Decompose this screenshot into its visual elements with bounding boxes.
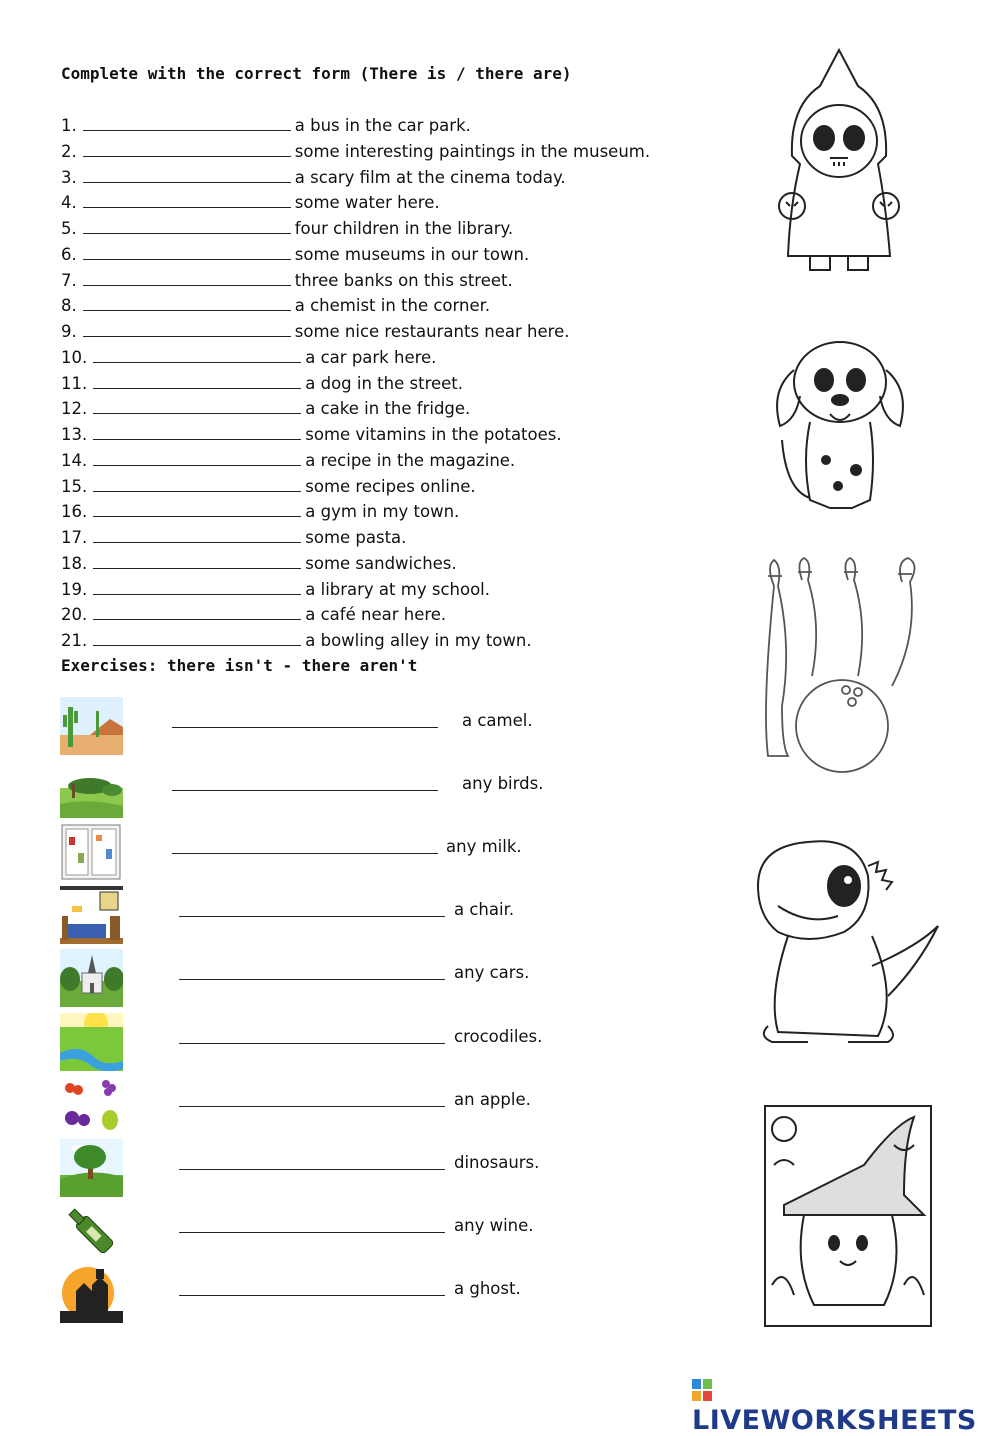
exercise-1-item [61,553,457,575]
landscape-birds-icon [60,760,123,818]
exercise-1-item [61,604,446,626]
exercise-1-item [61,218,513,240]
church-village-icon [60,949,123,1007]
exercise-2-item [60,1076,620,1136]
item-number: 21. [61,631,88,650]
fridge-icon [60,823,123,881]
item-text: a bus in the car park. [294,116,471,135]
answer-blank[interactable] [93,605,301,620]
item-number: 12. [61,399,88,419]
item-text: some sandwiches. [305,553,457,573]
item-text: some museums in our town. [294,244,530,264]
item-text: an apple. [454,1089,531,1109]
answer-blank[interactable] [93,554,301,569]
exercise-2-item [60,823,620,883]
answer-blank[interactable] [83,296,291,311]
item-text: a café near here. [305,605,447,625]
item-number: 14. [61,450,88,470]
item-text: any wine. [454,1215,534,1235]
bowling-pins-icon [752,556,932,774]
answer-blank[interactable] [93,502,301,517]
answer-blank[interactable] [83,142,291,157]
item-number: 2. [61,141,77,161]
item-text: some interesting paintings in the museum. [294,141,651,161]
item-number: 5. [61,219,77,238]
exercise-2-item [60,886,620,946]
answer-blank[interactable] [179,916,445,917]
liveworksheets-logo-icon [692,1379,712,1401]
exercise-1-item [61,450,515,472]
bedroom-icon [60,886,123,944]
puppy-icon [766,330,914,518]
exercise-1-item [61,424,562,446]
item-text: any birds. [462,774,544,794]
item-number: 9. [61,322,77,341]
item-number: 3. [61,167,77,187]
item-number: 16. [61,502,88,522]
exercise-1-item [61,347,436,369]
item-text: a camel. [462,711,533,730]
exercise-1-item [61,501,459,523]
exercise-1-item [61,115,471,137]
item-text: some pasta. [305,528,407,547]
exercise-2-item [60,1202,620,1262]
item-text: any milk. [446,837,522,857]
answer-blank[interactable] [172,727,438,728]
exercise-1-item [61,270,513,292]
exercise-1-item [61,476,476,498]
answer-blank[interactable] [93,348,301,363]
answer-blank[interactable] [93,451,301,466]
exercise-2-item [60,697,620,757]
item-text: a dog in the street. [305,373,464,393]
exercise-2-item [60,1013,620,1073]
item-text: some nice restaurants near here. [294,322,570,341]
answer-blank[interactable] [83,116,291,131]
answer-blank[interactable] [179,979,445,980]
item-text: a gym in my town. [305,502,460,522]
fruits-icon [60,1076,123,1134]
item-number: 15. [61,476,88,496]
item-number: 10. [61,347,88,367]
liveworksheets-brand [692,1374,1000,1436]
item-number: 18. [61,553,88,573]
answer-blank[interactable] [93,399,301,414]
item-text: crocodiles. [454,1026,543,1046]
desert-icon [60,697,123,755]
answer-blank[interactable] [179,1106,445,1107]
item-number: 19. [61,579,88,599]
exercise-1-item [61,579,490,601]
item-text: a ghost. [454,1278,521,1298]
exercise-1-item [61,321,569,343]
item-number: 8. [61,296,77,316]
answer-blank[interactable] [83,271,291,286]
answer-blank[interactable] [172,790,438,791]
item-text: three banks on this street. [294,270,513,290]
answer-blank[interactable] [83,193,291,208]
exercise-1-item [61,295,490,317]
item-number: 11. [61,373,88,393]
answer-blank[interactable] [83,168,291,183]
answer-blank[interactable] [179,1043,445,1044]
brand-text: LIVEWORKSHEETS [692,1405,977,1436]
item-number: 7. [61,270,77,290]
haunted-house-icon [60,1265,123,1323]
item-number: 17. [61,528,88,547]
item-text: some recipes online. [305,476,476,496]
item-text: a recipe in the magazine. [305,450,516,470]
item-text: a bowling alley in my town. [305,631,532,650]
section-subtitle: Exercises: there isn't - there aren't [61,656,418,675]
answer-blank[interactable] [93,477,301,492]
item-text: a car park here. [305,347,437,367]
exercise-2-item [60,760,620,820]
exercise-1-item [61,167,566,189]
ghost-witch-icon [764,1105,932,1327]
item-text: a chair. [454,900,515,920]
answer-blank[interactable] [83,322,291,337]
item-text: some water here. [294,193,440,213]
item-text: a scary film at the cinema today. [294,167,566,187]
river-sunset-icon [60,1013,123,1071]
exercise-1-item [61,398,470,420]
tree-field-icon [60,1139,123,1197]
dinosaur-icon [748,836,944,1050]
item-number: 13. [61,425,88,444]
answer-blank[interactable] [83,245,291,260]
exercise-2-item [60,949,620,1009]
answer-blank[interactable] [83,219,291,234]
item-number: 6. [61,244,77,264]
answer-blank[interactable] [93,528,301,543]
answer-blank[interactable] [172,853,438,854]
exercise-1-item [61,630,532,652]
item-text: a cake in the fridge. [305,399,471,419]
exercise-1-item [61,527,406,549]
answer-blank[interactable] [93,580,301,595]
item-text: a library at my school. [305,579,490,599]
exercise-2-item [60,1139,620,1199]
answer-blank[interactable] [179,1232,445,1233]
item-text: four children in the library. [294,219,514,238]
item-text: any cars. [454,963,530,983]
item-text: some vitamins in the potatoes. [305,425,562,444]
item-text: dinosaurs. [454,1152,540,1172]
item-number: 4. [61,193,77,213]
answer-blank[interactable] [179,1295,445,1296]
exercise-1-item [61,373,463,395]
answer-blank[interactable] [179,1169,445,1170]
answer-blank[interactable] [93,374,301,389]
answer-blank[interactable] [93,425,301,440]
exercise-1-item [61,192,440,214]
exercise-1-item [61,141,650,163]
page-title: Complete with the correct form (There is / there are) [61,64,572,83]
item-number: 20. [61,605,88,625]
wine-bottle-icon [60,1202,123,1260]
hooded-skeleton-icon [770,46,908,272]
item-text: a chemist in the corner. [294,296,491,316]
answer-blank[interactable] [93,631,301,646]
item-number: 1. [61,116,77,135]
exercise-2-item [60,1265,620,1325]
exercise-1-item [61,244,529,266]
